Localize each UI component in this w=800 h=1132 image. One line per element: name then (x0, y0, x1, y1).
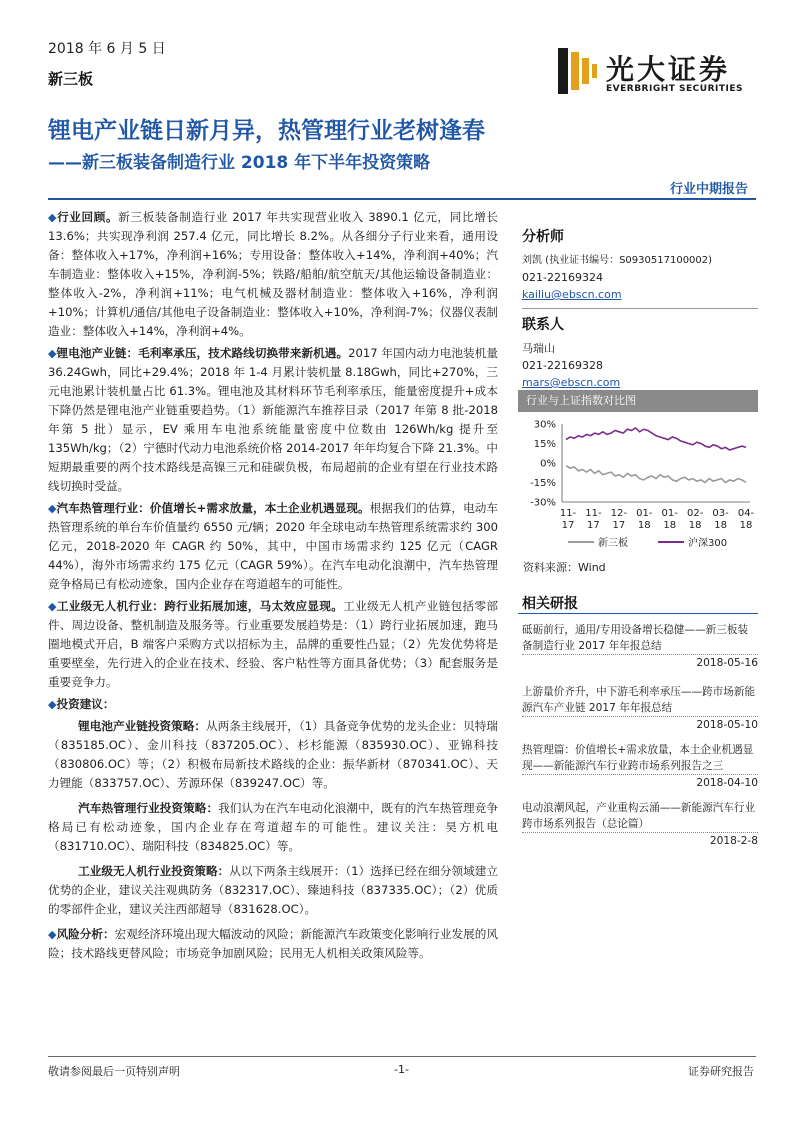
paragraph-drones: ◆工业级无人机行业：跨行业拓展加速，马太效应显现。工业级无人机产业链包括零部件、周边设备、整机制造及服务等。行业重要发展趋势是：（1）跨行业拓展加速，跑马圈地模式开启，B 端客户采购方式以招标为主，品牌的重要性凸显；（2）先发优势将是重要壁垒，先行进入的企业在技术、经验、客户粘性等方面具备优势；（3）配套服务是重要竞争力。 (48, 599, 498, 689)
chart-title: 行业与上证指数对比图 (518, 390, 758, 412)
y-tick-label: -15% (530, 478, 556, 489)
related-report-1[interactable] (522, 622, 758, 671)
report-date: 2018 年 6 月 5 日 (48, 41, 166, 57)
bullet-diamond-icon: ◆ (48, 928, 57, 941)
x-tick-label: 17 (612, 520, 626, 531)
bullet-diamond-icon: ◆ (48, 502, 57, 515)
series-line-1 (566, 428, 746, 450)
legend-label: 沪深300 (688, 538, 728, 549)
report-subtitle: ——新三板装备制造行业 2018 年下半年投资策略 (48, 153, 431, 173)
paragraph-thermal-management: ◆汽车热管理行业：价值增长+需求放量，本土企业机遇显现。根据我们的估算，电动车热管理系统的单台车价值量约 6550 元/辆；2020 年全球电动车热管理系统需求约 300 亿元，2018-2020 年 CAGR 约 50%，其中，中国市场需求约 125 亿元（CAGR 44%），海外市场需求约 175 亿元（CAGR 59%）。在汽车电动化浪潮中，汽车热管理竞争格局已有松动迹象，国内企业存在弯道超车的可能性。 (48, 501, 498, 591)
y-tick-label: 0% (540, 458, 556, 470)
analyst-name: 刘凯 (执业证书编号：S0930517100002) (522, 255, 713, 266)
x-tick-label: 01- (636, 508, 653, 519)
related-report-4[interactable] (522, 800, 758, 849)
page-number: -1- (394, 1063, 409, 1076)
series-line-0 (566, 466, 746, 483)
footer-report-label: 证券研究报告 (688, 1065, 754, 1078)
related-report-text: 电动浪潮风起，产业重构云涌——新能源汽车行业跨市场系列报告（总论篇） (522, 802, 756, 830)
company-logo (558, 44, 758, 104)
contact-email-link[interactable]: mars@ebscn.com (522, 376, 621, 389)
footer-disclaimer: 敬请参阅最后一页特别声明 (48, 1065, 180, 1078)
paragraph-investment-advice: ◆投资建议： (48, 697, 115, 711)
paragraph-thermal-strategy: 汽车热管理行业投资策略：我们认为在汽车电动化浪潮中，既有的汽车热管理竞争格局已有松动迹象，国内企业存在弯道超车的可能性。建议关注：昊方机电（831710.OC）、瑞阳科技（834825.OC）等。 (48, 801, 498, 853)
paragraph-drone-strategy: 工业级无人机行业投资策略：从以下两条主线展开：（1）选择已经在细分领域建立优势的企业，建议关注观典防务（832317.OC）、臻迪科技（837335.OC）；（2）优质的零部件企业，建议关注西部超导（831628.OC）。 (48, 864, 498, 916)
x-tick-label: 17 (561, 520, 575, 531)
logo-chinese-name: 光大证券 (606, 53, 731, 86)
report-type: 行业中期报告 (669, 182, 748, 197)
bullet-diamond-icon: ◆ (48, 347, 57, 360)
related-divider (518, 613, 758, 614)
related-report-date: 2018-04-10 (522, 774, 758, 791)
related-report-text: 砥砺前行，通用/专用设备增长稳健——新三板装备制造行业 2017 年年报总结 (522, 624, 749, 652)
paragraph-lithium-battery: ◆锂电池产业链：毛利率承压，技术路线切换带来新机遇。2017 年国内动力电池装机量 36.24Gwh，同比+29.4%；2018 年 1-4 月累计装机量 8.18Gwh，同比+270%，三元电池累计装机量占比 61.3%。锂电池及其材料环节毛利率承压，能量密度提升+成本下降仍然是锂电池产业链重要趋势。（1）新能源汽车推荐目录（2017 年第 8 批-2018 年第 5 批）显示，EV 乘用车电池系统能量密度中位数由 126Wh/kg 提升至 135Wh/kg；（2）宁德时代动力电池系统价格 2014-2017 年年均复合下降 21.3%。中短期最重要的两个技术路线是高镍三元和硅碳负极，布局超前的企业有望在行业技术路线切换时受益。 (48, 346, 498, 493)
related-report-date: 2018-05-10 (522, 716, 758, 733)
sidebar (522, 226, 758, 391)
bullet-diamond-icon: ◆ (48, 211, 58, 224)
sidebar-divider (522, 308, 758, 309)
related-report-text: 热管理篇：价值增长+需求放量，本土企业机遇显现——新能源汽车行业跨市场系列报告之三 (522, 744, 754, 772)
x-tick-label: 04- (737, 508, 755, 519)
x-tick-label: 03- (712, 508, 729, 519)
x-tick-label: 01- (661, 508, 678, 519)
paragraph-industry-review: ◆行业回顾。新三板装备制造行业 2017 年共实现营业收入 3890.1 亿元，同比增长 13.6%；共实现净利润 257.4 亿元，同比增长 8.2%。从各细分子行业来看，通用设备：整体收入+17%，净利润+16%；专用设备：整体收入+14%，净利润+40%；汽车制造业：整体收入+15%，净利润-5%；铁路/船舶/航空航天/其他运输设备制造业：整体收入-2%，净利润+11%；电气机械及器材制造业：整体收入+16%，净利润+10%；计算机/通信/其他电子设备制造业：整体收入+10%，净利润-7%；仪器仪表制造业：整体收入+14%，净利润+4%。 (48, 210, 498, 338)
related-reports-heading: 相关研报 (522, 596, 578, 612)
paragraph-lithium-strategy: 锂电池产业链投资策略：从两条主线展开，（1）具备竞争优势的龙头企业：贝特瑞（835185.OC）、金川科技（837205.OC）、杉杉能源（835930.OC）、亚锦科技（830806.OC）等；（2）积极布局新技术路线的企业：振华新材（870341.OC）、天力锂能（833757.OC）、芳源环保（839247.OC）等。 (48, 719, 498, 790)
report-category: 新三板 (48, 70, 94, 88)
x-tick-label: 18 (739, 520, 753, 531)
chart-source: 资料来源：Wind (523, 561, 606, 574)
x-tick-label: 12- (610, 508, 628, 519)
x-tick-label: 18 (688, 520, 702, 531)
footer-divider (48, 1056, 756, 1057)
x-tick-label: 18 (714, 520, 727, 531)
analyst-phone: 021-22169324 (522, 271, 603, 284)
y-tick-label: 30% (533, 419, 556, 431)
contact-name: 马瑞山 (522, 342, 555, 355)
x-tick-label: 02- (686, 508, 704, 519)
bullet-diamond-icon: ◆ (48, 600, 57, 613)
report-title: 锂电产业链日新月异，热管理行业老树逢春 (48, 118, 485, 144)
x-tick-label: 17 (587, 520, 600, 531)
x-tick-label: 11- (559, 508, 577, 519)
related-report-date: 2018-05-16 (522, 654, 758, 671)
analyst-email-link[interactable]: kailiu@ebscn.com (522, 288, 622, 301)
contact-heading: 联系人 (522, 317, 564, 333)
index-comparison-chart (518, 414, 758, 574)
contact-phone: 021-22169328 (522, 359, 603, 372)
x-tick-label: 11- (585, 508, 602, 519)
y-tick-label: 15% (533, 439, 556, 450)
everbright-logo-icon (558, 48, 598, 94)
paragraph-risk-analysis: ◆风险分析：宏观经济环境出现大幅波动的风险；新能源汽车政策变化影响行业发展的风险；技术路线更替风险；市场竞争加剧风险；民用无人机相关政策风险等。 (48, 927, 498, 960)
legend-label: 新三板 (598, 538, 628, 549)
related-report-text: 上游量价齐升，中下游毛利率承压——跨市场新能源汽车产业链 2017 年年报总结 (522, 686, 756, 714)
related-report-date: 2018-2-8 (522, 832, 758, 849)
related-report-2[interactable] (522, 684, 758, 733)
related-report-3[interactable] (522, 742, 758, 791)
x-tick-label: 18 (637, 520, 651, 531)
bullet-diamond-icon: ◆ (48, 698, 57, 711)
y-tick-label: -30% (530, 497, 556, 509)
main-content (48, 208, 498, 966)
analyst-heading: 分析师 (522, 229, 564, 245)
x-tick-label: 18 (663, 520, 677, 531)
logo-english-name: EVERBRIGHT SECURITIES (606, 84, 743, 94)
header-divider (48, 198, 756, 200)
